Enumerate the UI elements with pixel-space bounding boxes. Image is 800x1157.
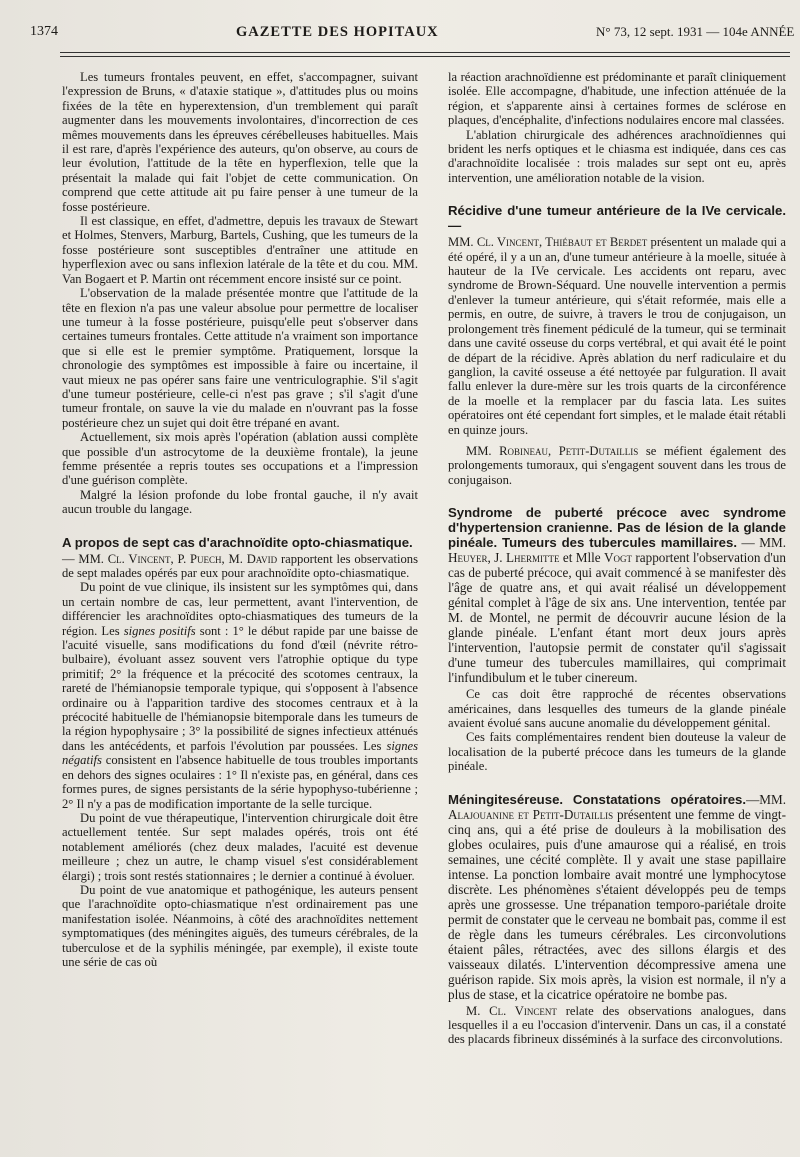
author-names: Alajouanine et Petit-Dutaillis xyxy=(448,806,614,822)
body-text: rapportent l'observation d'un cas de puberté précoce, qui avait commencé à se manifester dès l'âge de quatre ans, et qui avait réalisé un développement génital complet à l'âge de six ans. Une intervention, tentée par M. de Montel, ne permit de découvrir aucune lésion de la glande pinéale. L'enfant étant mort deux jours après l'intervention, l'autopsie permit de constater qu'il s'agissait d'une tumeur des tubercules mamillaires, qui comprimait l'infundibulum et le tuber cinereum. xyxy=(448,550,786,686)
body-text: rapportent les observations de sept malades opérés par eux pour arachnoïdite opto-chiasmatique. xyxy=(62,551,418,580)
author-names: Robineau, Petit-Dutaillis xyxy=(499,443,639,458)
paragraph: Du point de vue thérapeutique, l'intervention chirurgicale doit être actuellement tentée. Sur sept malades opérés, trois ont été notablement améliorés (chez deux malades, l'acuité est devenue meilleure ; chez un autre, le champ visuel s'est considérablement élargi) ; trois sont restés stationnaires ; le dernier a continué à évoluer. xyxy=(62,810,418,883)
body-text: relate des observations analogues, dans lesquelles il a eu l'occasion d'intervenir. Dans un cas, il a constaté des placards fibrineux disséminés à la surface des circonvolutions. xyxy=(448,1003,786,1047)
header-rule-bottom xyxy=(60,56,790,57)
paragraph: Il est classique, en effet, d'admettre, depuis les travaux de Stewart et Holmes, Stenvers, Marburg, Bartels, Cushing, que les tumeurs de la fosse postérieure sont susceptibles d'entraîner une attitude en hyperflexion avec ou sans inflexion latérale de la tête et du cou. MM. Van Bogaert et P. Martin ont récemment encore insisté sur ce point. xyxy=(62,214,418,286)
paragraph: Actuellement, six mois après l'opération (ablation aussi complète que possible d'un astrocytome de la deuxième frontale), la jeune femme présentée a repris toutes ses occupations et a l'impression d'une guérison complète. xyxy=(62,430,418,488)
paragraph: Ces faits complémentaires rendent bien douteuse la valeur de localisation de la puberté précoce dans les tumeurs de la glande pinéale. xyxy=(448,730,786,774)
author-names: Vogt xyxy=(603,550,633,566)
paragraph: la réaction arachnoïdienne est prédominante et paraît cliniquement isolée. Elle accompagne, d'habitude, une infection atténuée de la région, et s'apparente ainsi à certaines formes de sclérose en plaques, d'encéphalite, d'infections nodulaires encore mal classées. xyxy=(448,70,786,128)
author-names: Heuyer, J. Lhermitte xyxy=(448,550,560,566)
body-text: consistent en l'absence habituelle de tous troubles importants en dehors des signes oculaires : 1° Il n'existe pas, en général, dans ces formes pures, de signes persistants de la série hypophyso-tubérienne ; 2° Il n'y a pas de modification importante de la selle turcique. xyxy=(62,753,418,811)
lead-text: —MM. xyxy=(746,791,786,807)
body-text: se méfient également des prolongements tumoraux, qui s'engagent souvent dans les trous de conjugaison. xyxy=(448,443,786,487)
body-text: et Mlle xyxy=(559,550,604,566)
paragraph: Ce cas doit être rapproché de récentes observations américaines, dans lesquelles des tumeurs de la glande pinéale avaient évolué sans aucune anomalie du développement génital. xyxy=(448,687,786,730)
journal-title: GAZETTE DES HOPITAUX xyxy=(236,24,439,40)
lead-text: MM. xyxy=(448,235,477,250)
paragraph xyxy=(62,552,418,581)
heading-text: A propos de sept cas d'arachnoïdite opto-chiasmatique. xyxy=(62,534,413,550)
page-number: 1374 xyxy=(30,24,58,39)
author-names: Cl. Vincent, Thiébaut et Berdet xyxy=(476,235,648,250)
paragraph xyxy=(448,444,786,487)
left-column xyxy=(62,70,418,969)
section-heading-arachnoidite xyxy=(62,535,418,550)
heading-text: Syndrome de puberté précoce avec syndrome d'hypertension cranienne. Pas de lésion de la glande pinéale. Tumeurs des tubercules mamillaires. xyxy=(448,505,786,551)
heading-text: Méningiteséreuse. Constatations opératoires. xyxy=(448,791,747,807)
lead-text: — MM. xyxy=(737,535,786,551)
body-text: Du point de vue clinique, ils insistent sur les symptômes qui, dans un certain nombre de cas, leur permettent, avant l'intervention, de différencier les arachnoïdites opto-chiasmatiques des tumeurs de la région. Les xyxy=(62,580,418,638)
paragraph: L'ablation chirurgicale des adhérences arachnoïdiennes qui brident les nerfs optiques et le chiasma est indiquée, dans ces cas d'arachnoïdite localisée : trois malades sur sept ont eu, après intervention, une amélioration notable de la vision. xyxy=(448,127,786,185)
header-rule-top xyxy=(60,52,790,53)
paragraph xyxy=(448,1004,786,1047)
lead-text: M. xyxy=(466,1003,490,1018)
paragraph: L'observation de la malade présentée montre que l'attitude de la tête en flexion n'a pas une valeur absolue pour permettre de localiser une tumeur à la fosse postérieure, puisqu'elle peut s'observer dans certaines tumeurs frontales. Cette attitude n'a vraiment son importance que si elle est le premier symptôme. Pratiquement, lorsque la chronologie des symptômes est impossible à faire ou incertaine, il vaut mieux ne pas opérer sans faire une ventriculographie. S'il s'agit d'une tumeur postérieure, celle-ci n'est pas grave ; s'il s'agit d'une tumeur frontale, on sauve la vie du malade en n'ouvrant pas la fosse postérieure chez un sujet qui doit être trépané en avant. xyxy=(62,286,418,430)
paragraph xyxy=(62,580,418,811)
right-column xyxy=(448,70,786,1047)
paragraph: Malgré la lésion profonde du lobe frontal gauche, il n'y avait aucun trouble du langage. xyxy=(62,487,418,517)
section-heading-meningite xyxy=(448,792,786,1002)
section-heading-recidive xyxy=(448,203,786,233)
paragraph xyxy=(448,235,786,437)
section-heading-puberte xyxy=(448,505,786,685)
author-names: Cl. Vincent, P. Puech, M. David xyxy=(107,551,278,566)
page-header xyxy=(0,24,800,46)
issue-info: N° 73, 12 sept. 1931 — 104e ANNÉE xyxy=(596,24,795,39)
italic-term: signes négatifs xyxy=(62,738,418,768)
lead-text: — MM. xyxy=(62,551,108,566)
lead-text: MM. xyxy=(466,443,500,458)
italic-term: signes positifs xyxy=(123,623,196,638)
heading-text: Récidive d'une tumeur antérieure de la IVe cervicale. — xyxy=(448,203,786,234)
paragraph: Les tumeurs frontales peuvent, en effet, s'accompagner, suivant l'expression de Bruns, « d'ataxie statique », d'attitudes plus ou moins fixées de la tête en hyperextension, d'un tremblement qui paraît augmenter dans les mouvements involontaires, d'incorrection de ces mêmes mouvements dans les épreuves cérébelleuses habituelles. Mais il est rare, d'après l'expérience des auteurs, qu'on observe, au cours de leur évolution, l'attitude de la tête en hyperflexion, telle que la présentait la malade qui fait l'objet de cette communication. On comprend que cette attitude ait pu faire penser à une tumeur de la fosse postérieure. xyxy=(62,70,418,214)
body-text: présentent un malade qui a été opéré, il y a un an, d'une tumeur antérieure à la moelle, située à hauteur de la IVe cervicale. Les accidents ont reparu, avec syndrome de Brown-Séquard. Une nouvelle intervention a permis d'enlever la tumeur antérieure, qui s'était reformée, mais elle a permis, en outre, de suivre, à travers le trou de conjugaison, un prolongement très finement pédiculé de la tumeur, qui se terminait dans une cavité osseuse du corps vertébral, et qui avait été le point de départ de la récidive. Après ablation du nerf radiculaire et du ganglion, la cavité osseuse a été nettoyée par fulguration. Il avait fallu enlever la dure-mère sur les trois quarts de la circonférence de la moelle et la remplacer par du fascia lata. Les suites opératoires ont été cependant fort simples, et le malade était rétabli en quinze jours. xyxy=(448,235,786,437)
paragraph: Du point de vue anatomique et pathogénique, les auteurs pensent que l'arachnoïdite opto-chiasmatique n'est ordinairement pas une manifestation isolée. Néanmoins, à côté des arachnoïdites nettement symptomatiques (des méningites aiguës, des tumeurs cérébrales, de la tuberculose et de la syphilis méningée, par exemple), il existe toute une série de cas où xyxy=(62,882,418,969)
body-text: présentent une femme de vingt-cinq ans, qui a été prise de douleurs à la mobilisation des globes oculaires, puis d'une amaurose qui a réalisé, en trois semaines, une cécité complète. Il y avait une stase papillaire intense. La ponction lombaire avait montré une lymphocytose discrète. Les phénomènes s'étaient développés peu de temps après une grossesse. Une trépanation temporo-pariétale droite permit de constater que le cerveau ne bombait pas, comme il est de règle dans les tumeurs cérébrales. Les circonvolutions étaient pâles, rétractées, avec des sillons élargis et des vaisseaux dilatés. L'intervention décompressive amena une guérison rapide. Six mois après, la vision est normale, il n'y a plus de stase, et la cicatrice opératoire ne bombe pas. xyxy=(448,806,786,1002)
author-names: Cl. Vincent xyxy=(489,1003,557,1018)
body-text: sont : 1° le début rapide par une baisse de l'acuité visuelle, sans modifications du fond d'œil (névrite rétro-bulbaire), évoluant assez souvent vers l'atrophie optique du type primitif; 2° la fréquence et la précocité des scotomes centraux, la rareté de l'hémianopsie temporale typique, qui s'opposent à l'absence ordinaire ou à l'apparition tardive des stocomes centraux et à la précocité habituelle de l'hémianopsie bitemporale dans les tumeurs de la région hypophysaire ; 3° la possibilité de signes infectieux atténués dans les antécédents, et parfois l'évolution par poussées. Les xyxy=(62,623,418,753)
